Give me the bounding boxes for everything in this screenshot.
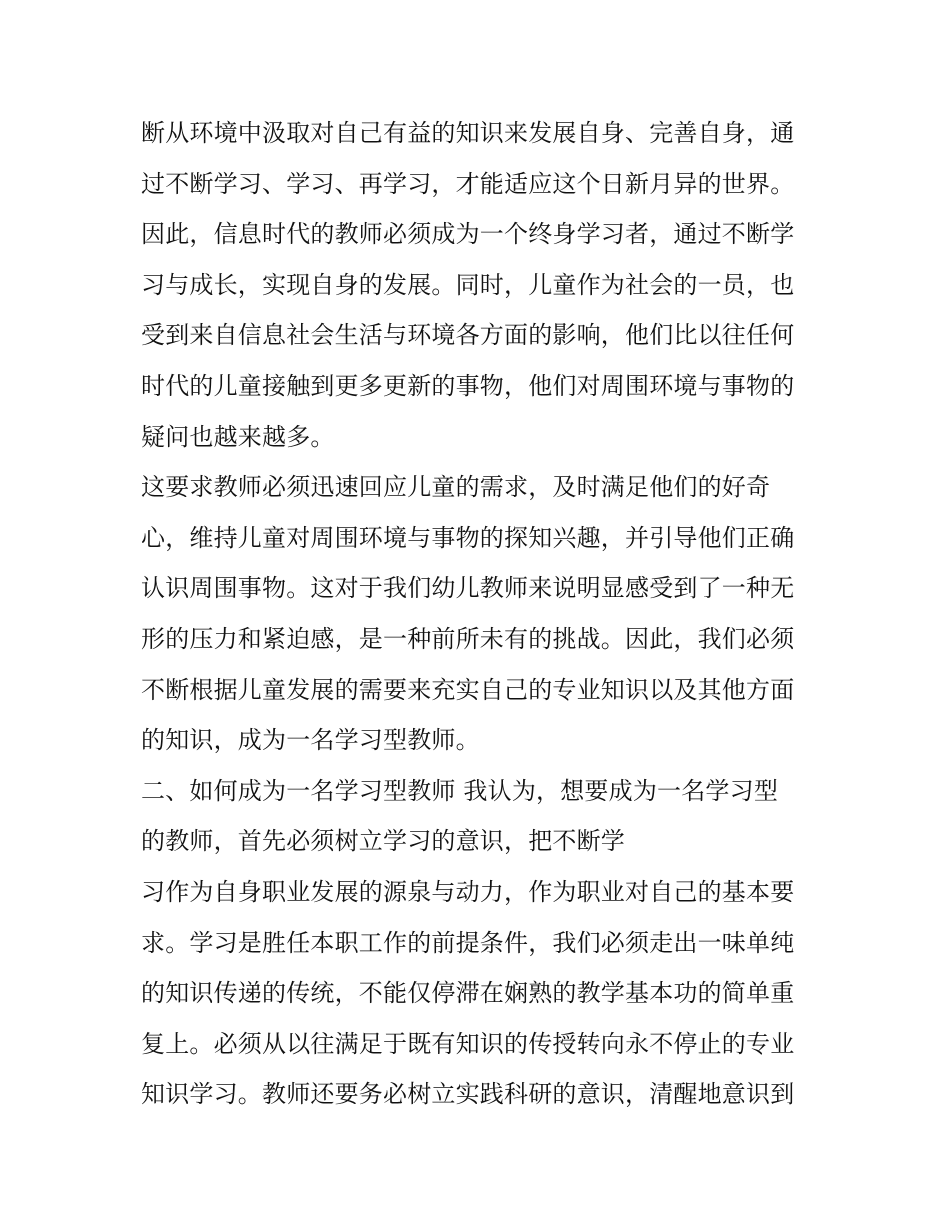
- text-line: 疑问也越来越多。: [141, 422, 335, 451]
- text-line: 过不断学习、学习、再学习，才能适应这个日新月异的世界。: [141, 169, 795, 198]
- text-line: 断从环境中汲取对自己有益的知识来发展自身、完善自身，通: [141, 119, 795, 147]
- text-line: 求。学习是胜任本职工作的前提条件，我们必须走出一味单纯: [141, 928, 795, 957]
- text-line: 心，维持儿童对周围环境与事物的探知兴趣，并引导他们正确: [141, 523, 795, 552]
- text-line: 认识周围事物。这对于我们幼儿教师来说明显感受到了一种无: [141, 574, 795, 603]
- text-line: 受到来自信息社会生活与环境各方面的影响，他们比以往任何: [141, 321, 795, 350]
- text-line: 习作为自身职业发展的源泉与动力，作为职业对自己的基本要: [141, 877, 795, 906]
- text-line: 的教师，首先必须树立学习的意识，把不断学: [141, 827, 625, 856]
- text-line: 习与成长，实现自身的发展。同时，儿童作为社会的一员，也: [141, 270, 795, 299]
- text-line: 的知识，成为一名学习型教师。: [141, 726, 480, 755]
- text-line: 复上。必须从以往满足于既有知识的传授转向永不停止的专业: [141, 1029, 795, 1058]
- text-line: 形的压力和紧迫感，是一种前所未有的挑战。因此，我们必须: [141, 624, 795, 653]
- text-line: 二、如何成为一名学习型教师 我认为，想要成为一名学习型: [141, 776, 779, 805]
- text-line: 的知识传递的传统，不能仅停滞在娴熟的教学基本功的简单重: [141, 979, 795, 1008]
- text-line: 因此，信息时代的教师必须成为一个终身学习者，通过不断学: [141, 220, 795, 249]
- text-line: 知识学习。教师还要务必树立实践科研的意识，清醒地意识到: [141, 1080, 795, 1109]
- body-text: [141, 108, 821, 1120]
- text-line: 时代的儿童接触到更多更新的事物，他们对周围环境与事物的: [141, 371, 795, 400]
- text-line: 这要求教师必须迅速回应儿童的需求，及时满足他们的好奇: [141, 473, 771, 502]
- text-line: 不断根据儿童发展的需要来充实自己的专业知识以及其他方面: [141, 675, 795, 704]
